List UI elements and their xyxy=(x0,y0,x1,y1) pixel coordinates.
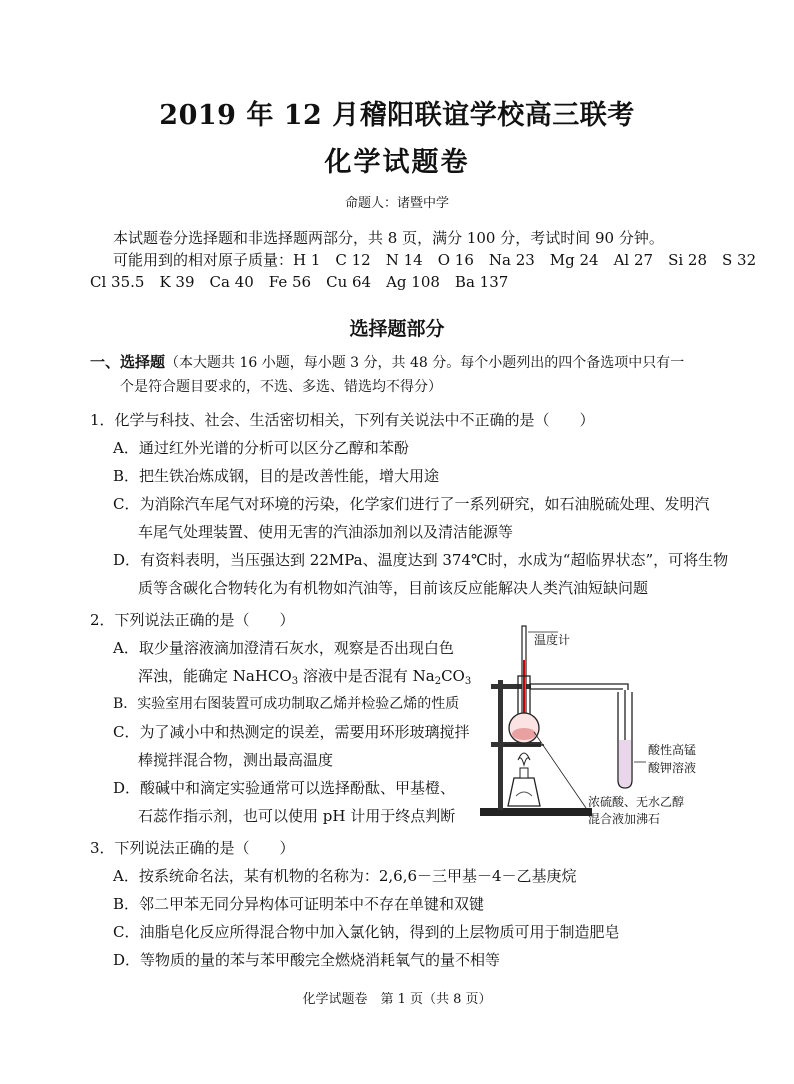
exam-title: 2019 年 12 月稽阳联谊学校高三联考 xyxy=(159,100,635,131)
q2-stem: 2．下列说法正确的是（ ） xyxy=(90,611,295,629)
stand-base xyxy=(480,808,592,816)
q2-a-sub-3: 3 xyxy=(464,676,472,687)
q3-option-c: C．油脂皂化反应所得混合物中加入氯化钠，得到的上层物质可用于制造肥皂 xyxy=(113,923,620,941)
thermometer-label: 温度计 xyxy=(534,633,571,647)
page-footer: 化学试题卷 第 1 页（共 8 页） xyxy=(302,992,492,1007)
q3-option-d: D．等物质的量的苯与苯甲酸完全燃烧消耗氧气的量不相等 xyxy=(113,951,501,969)
part-note-cont: 个是符合题目要求的，不选、多选、错选均不得分） xyxy=(120,379,442,395)
lamp-wick xyxy=(520,768,528,778)
q1-option-c-cont: 车尾气处理装置、使用无害的汽油添加剂以及清洁能源等 xyxy=(138,523,514,541)
exam-subtitle: 化学试题卷 xyxy=(324,147,470,178)
q1-option-b: B．把生铁冶炼成钢，目的是改善性能，增大用途 xyxy=(113,467,440,485)
q1-option-d: D．有资料表明，当压强达到 22MPa、温度达到 374℃时，水成为“超临界状态”，可将生物 xyxy=(113,551,729,569)
q1-option-a: A．通过红外光谱的分析可以区分乙醇和苯酚 xyxy=(113,439,409,457)
q2-option-a: A．取少量溶液滴加澄清石灰水，观察是否出现白色 xyxy=(113,639,454,657)
permanganate-label-1: 酸性高锰 xyxy=(648,743,697,757)
q3-option-a: A．按系统命名法，某有机物的名称为：2,6,6－三甲基－4－乙基庚烷 xyxy=(113,867,577,885)
ethylene-apparatus-figure xyxy=(478,620,718,830)
q3-stem: 3．下列说法正确的是（ ） xyxy=(90,839,295,857)
q2-a-text-1: 浑浊，能确定 NaHCO xyxy=(138,667,292,685)
mixture-label-2: 混合液加沸石 xyxy=(588,812,661,826)
q2-option-d: D．酸碱中和滴定实验通常可以选择酚酞、甲基橙、 xyxy=(113,779,456,797)
q2-option-c-cont: 棒搅拌混合物，测出最高温度 xyxy=(138,751,334,769)
q2-a-sub-1: 3 xyxy=(291,676,299,687)
section-title: 选择题部分 xyxy=(349,318,445,340)
q2-a-text-2: 溶液中是否混有 Na xyxy=(298,667,435,685)
q2-option-b: B．实验室用右图装置可成功制取乙烯并检验乙烯的性质 xyxy=(113,696,460,712)
q2-option-a-cont xyxy=(138,666,471,692)
mixture-label-1: 浓硫酸、无水乙醇 xyxy=(588,795,685,809)
flame-icon xyxy=(518,753,530,765)
q3-option-b: B．邻二甲苯无同分异构体可证明苯中不存在单键和双键 xyxy=(113,895,485,913)
atomic-mass-line-2: Cl 35.5 K 39 Ca 40 Fe 56 Cu 64 Ag 108 Ba 137 xyxy=(90,273,509,291)
q1-stem: 1．化学与科技、社会、生活密切相关，下列有关说法中不正确的是（ ） xyxy=(90,411,595,429)
part-label: 一、选择题 xyxy=(90,353,166,371)
part-heading xyxy=(90,352,684,373)
part-note: （本大题共 16 小题，每小题 3 分，共 48 分。每个小题列出的四个备选项中只有一 xyxy=(165,355,685,371)
permanganate-solution xyxy=(619,740,631,787)
q2-a-sub-2: 2 xyxy=(434,676,442,687)
author-line: 命题人：诸暨中学 xyxy=(344,196,449,211)
q2-a-text-3: CO xyxy=(441,667,465,685)
q2-option-c: C．为了减小中和热测定的误差，需要用环形玻璃搅拌 xyxy=(113,723,470,741)
q2-option-d-cont: 石蕊作指示剂，也可以使用 pH 计用于终点判断 xyxy=(138,807,456,825)
q1-option-c: C．为消除汽车尾气对环境的污染，化学家们进行了一系列研究，如石油脱硫处理、发明汽 xyxy=(113,495,710,513)
flask-liquid xyxy=(512,728,536,740)
permanganate-label-2: 酸钾溶液 xyxy=(648,761,697,775)
q1-option-d-cont: 质等含碳化合物转化为有机物如汽油等，目前该反应能解决人类汽油短缺问题 xyxy=(138,579,649,597)
atomic-mass-line-1: 可能用到的相对原子质量：H 1 C 12 N 14 O 16 Na 23 Mg 24 Al 27 Si 28 S 32 xyxy=(113,251,757,269)
intro-line-1: 本试题卷分选择题和非选择题两部分，共 8 页，满分 100 分，考试时间 90 分钟。 xyxy=(113,229,664,247)
flask-leader xyxy=(534,732,586,808)
